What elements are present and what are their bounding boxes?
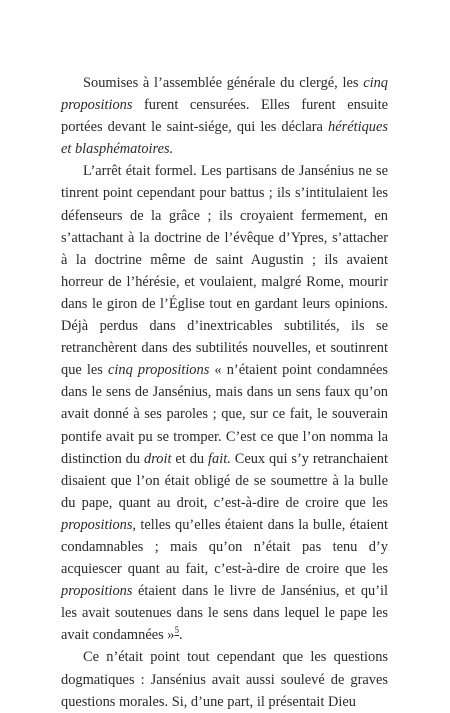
- text-run: « n’étaient point condamnées dans le sens de Jansénius, mais dans un sens faux qu’on avait donné à ses paroles ; que, sur ce fait, le souverain pontife avait pu se tromper. C’est ce que l’on nomma la distinction du: [61, 362, 388, 467]
- italic-text: hérétiques et blasphématoires.: [61, 119, 388, 158]
- footnote-reference-link[interactable]: 5: [174, 625, 179, 636]
- text-run: Ceux qui s’y retranchaient disaient que l’on était obligé de se soumettre à la bulle du pape, quant au droit, c’est-à-dire de croire que les: [61, 450, 388, 511]
- text-run: Ce n’était point tout cependant que les questions dogmatiques : Jansénius avait aussi soulevé de graves questions morales. Si, d’une part, il présentait Dieu: [61, 649, 388, 710]
- page-text: [61, 72, 388, 713]
- italic-text: cinq propositions: [61, 75, 388, 114]
- text-run: L’arrêt était formel. Les partisans de Jansénius ne se tinrent point cependant pour battus ; ils s’intitulaient les défenseurs de la grâce ; ils croyaient fermement, en s’attachant à la doctrine de l’évêque d’Ypres, s’attacher à la doctrine même de saint Augustin ; ils avaient horreur de l’hérésie, et voulaient, malgré Rome, mourir dans le giron de l’Église tout en gardant leurs opinions. Déjà perdus dans d’inextricables subtilités, ils se retranchèrent dans des subtilités nouvelles, et soutinrent que les: [61, 163, 388, 379]
- text-run: .: [178, 627, 183, 644]
- text-run: Soumises à l’assemblée générale du clergé, les: [83, 75, 364, 91]
- italic-text: propositions,: [61, 516, 137, 533]
- paragraph-2: [61, 160, 388, 646]
- italic-text: fait.: [208, 450, 231, 467]
- text-run: furent censurées. Elles furent ensuite portées devant le saint-siége, qui les déclara: [61, 97, 388, 136]
- italic-text: droit: [144, 450, 172, 467]
- italic-text: cinq propositions: [107, 362, 210, 379]
- italic-text: propositions: [61, 583, 133, 600]
- text-run: et du: [171, 450, 209, 467]
- paragraph-3: [61, 646, 388, 712]
- paragraph-1: [61, 72, 388, 160]
- text-run: étaient dans le livre de Jansénius, et qu’il les avait soutenues dans le sens dans lequel le pape les avait condamnées »: [61, 583, 388, 644]
- text-run: telles qu’elles étaient dans la bulle, étaient condamnables ; mais qu’on n’était pas tenu d’y acquiescer quant au fait, c’est-à-dire de croire que les: [61, 516, 388, 578]
